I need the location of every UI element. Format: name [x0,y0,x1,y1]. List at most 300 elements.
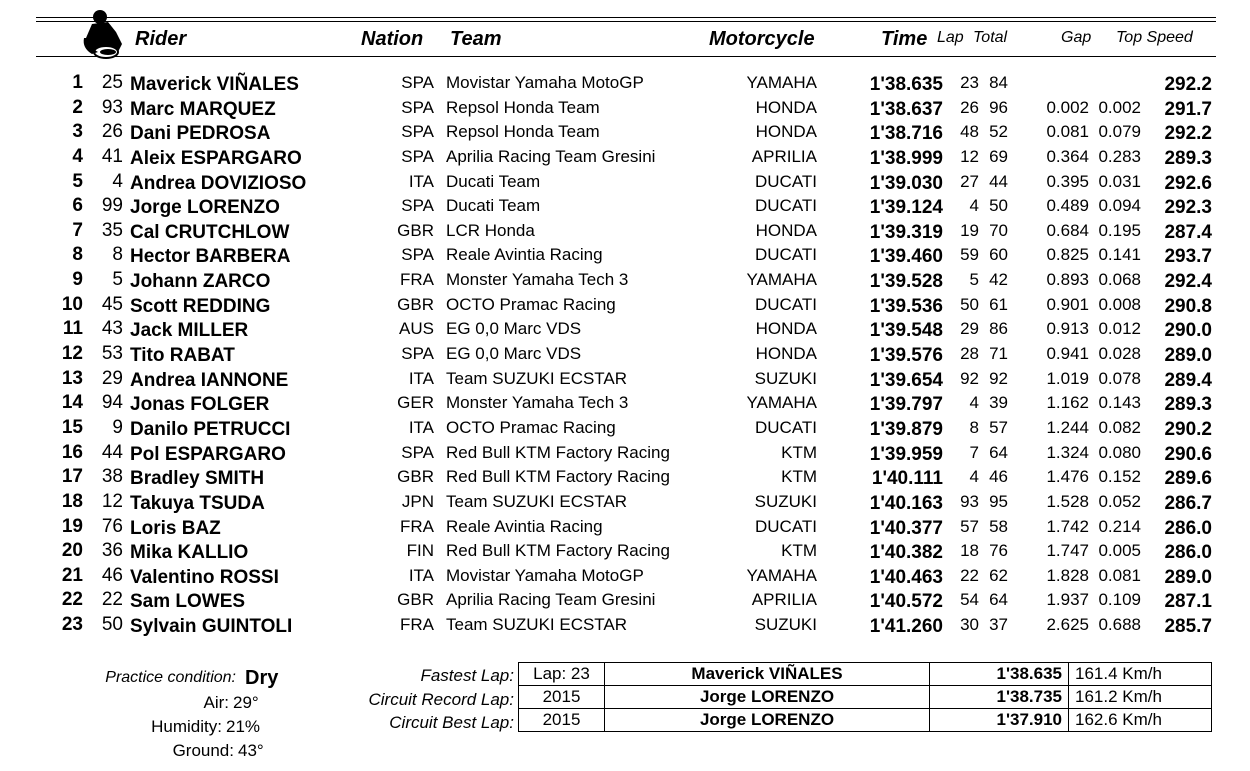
fastest-lap-lap: Lap: 23 [519,663,605,686]
cell-moto: HONDA [755,97,817,117]
results-table [0,71,1250,638]
table-row [0,342,1250,367]
circuit-best-lap-label: Circuit Best Lap: [389,713,514,732]
cell-lap: 50 [960,294,979,314]
cell-rider: Bradley SMITH [130,468,265,490]
cell-lap: 92 [960,368,979,388]
fastest-lap-rider: Maverick VIÑALES [605,663,930,686]
cell-team: OCTO Pramac Racing [446,417,616,437]
cell-speed: 289.0 [1164,345,1212,367]
cell-lap: 30 [960,615,979,635]
circuit-best-lap-speed: 162.6 Km/h [1069,709,1212,732]
header-top-line-2 [36,21,1216,22]
header-top-line [36,17,1216,18]
cell-total: 57 [989,417,1008,437]
humidity-label: Humidity: [151,717,222,736]
cell-moto: HONDA [755,122,817,142]
cell-total: 86 [989,319,1008,339]
cell-num: 53 [101,343,123,365]
cell-pos: 16 [61,441,83,463]
cell-team: LCR Honda [446,220,535,240]
cell-time: 1'38.999 [869,147,943,169]
cell-num: 26 [101,121,123,143]
cell-pos: 4 [72,145,83,167]
table-row [0,416,1250,441]
cell-moto: KTM [781,541,817,561]
cell-moto: APRILIA [751,590,817,610]
cell-num: 44 [101,441,123,463]
cell-speed: 290.6 [1164,443,1212,465]
cell-speed: 292.2 [1164,74,1212,95]
cell-pos: 20 [61,540,83,562]
cell-total: 64 [989,590,1008,610]
cell-gap2: 0.079 [1098,122,1141,142]
cell-total: 62 [989,565,1008,585]
cell-rider: Cal CRUTCHLOW [130,221,290,243]
cell-lap: 18 [960,541,979,561]
cell-gap1: 0.081 [1046,122,1089,142]
cell-time: 1'39.460 [869,246,943,268]
humidity-value: 21% [226,717,261,736]
cell-total: 84 [989,73,1008,92]
cell-pos: 23 [61,614,83,636]
cell-num: 4 [112,170,123,192]
cell-num: 25 [101,72,123,93]
cell-team: Repsol Honda Team [446,97,600,117]
cell-num: 38 [101,466,123,488]
cell-moto: SUZUKI [754,368,817,388]
cell-rider: Sam LOWES [130,591,246,613]
cell-team: Team SUZUKI ECSTAR [446,491,628,511]
cell-lap: 59 [960,245,979,265]
cell-time: 1'39.124 [869,197,943,219]
cell-gap2: 0.143 [1098,393,1141,413]
fastest-lap-label: Fastest Lap: [420,666,514,685]
cell-total: 70 [989,220,1008,240]
cell-gap2: 0.094 [1098,196,1141,216]
table-row [0,588,1250,613]
cell-nation: SPA [401,146,434,166]
cell-team: Repsol Honda Team [446,122,600,142]
cell-nation: SPA [401,196,434,216]
table-row [0,293,1250,318]
cell-nation: FRA [400,270,434,290]
cell-lap: 5 [969,270,979,290]
cell-pos: 17 [61,466,83,488]
cell-rider: Sylvain GUINTOLI [130,616,293,638]
cell-nation: FRA [400,516,434,536]
fastest-lap-time: 1'38.635 [930,663,1069,686]
cell-time: 1'38.637 [869,98,943,120]
cell-lap: 4 [969,393,979,413]
cell-team: Red Bull KTM Factory Racing [446,541,670,561]
cell-total: 44 [989,171,1008,191]
cell-nation: ITA [408,565,434,585]
cell-nation: ITA [408,171,434,191]
cell-nation: GBR [397,467,434,487]
circuit-best-lap-year: 2015 [519,709,605,732]
motorcycle-rider-logo-icon [78,8,128,60]
cell-time: 1'38.716 [869,123,943,145]
cell-num: 8 [112,244,123,266]
cell-pos: 13 [61,367,83,389]
cell-moto: YAMAHA [746,393,817,413]
cell-time: 1'40.111 [871,468,943,490]
table-row [0,317,1250,342]
cell-moto: SUZUKI [754,491,817,511]
cell-num: 12 [101,490,123,512]
cell-lap: 28 [960,344,979,364]
circuit-record-lap-rider: Jorge LORENZO [605,686,930,709]
cell-rider: Marc MARQUEZ [130,98,276,120]
cell-speed: 289.4 [1164,369,1212,391]
cell-speed: 290.8 [1164,295,1212,317]
cell-moto: HONDA [755,220,817,240]
cell-num: 76 [101,515,123,537]
ground-value: 43° [238,741,264,760]
table-row [0,441,1250,466]
cell-lap: 12 [960,146,979,166]
cell-moto: YAMAHA [746,73,817,92]
cell-num: 94 [101,392,123,414]
cell-speed: 290.0 [1164,320,1212,342]
cell-time: 1'39.654 [869,369,943,391]
cell-nation: ITA [408,368,434,388]
cell-time: 1'39.548 [869,320,943,342]
cell-total: 71 [989,344,1008,364]
cell-lap: 29 [960,319,979,339]
cell-rider: Hector BARBERA [130,246,291,268]
cell-team: Monster Yamaha Tech 3 [446,393,629,413]
cell-num: 45 [101,293,123,315]
header-motorcycle: Motorcycle [709,28,815,50]
cell-team: EG 0,0 Marc VDS [446,319,582,339]
cell-rider: Danilo PETRUCCI [130,418,291,440]
cell-team: Movistar Yamaha MotoGP [446,565,644,585]
cell-gap1: 1.244 [1046,417,1089,437]
cell-gap1: 1.162 [1046,393,1089,413]
cell-total: 69 [989,146,1008,166]
cell-team: Aprilia Racing Team Gresini [446,590,656,610]
cell-total: 95 [989,491,1008,511]
cell-gap1: 0.893 [1046,270,1089,290]
cell-time: 1'40.382 [869,542,943,564]
cell-num: 43 [101,318,123,340]
cell-moto: HONDA [755,319,817,339]
cell-rider: Loris BAZ [130,517,221,539]
cell-total: 61 [989,294,1008,314]
cell-gap2: 0.012 [1098,319,1141,339]
cell-time: 1'39.030 [869,172,943,194]
cell-nation: SPA [401,73,434,92]
cell-pos: 22 [61,589,83,611]
cell-nation: GBR [397,220,434,240]
table-row [0,96,1250,121]
cell-speed: 292.2 [1164,123,1212,145]
cell-nation: SPA [401,245,434,265]
cell-speed: 290.2 [1164,418,1212,440]
cell-speed: 286.0 [1164,542,1212,564]
header-gap: Gap [1061,29,1092,46]
cell-nation: GER [397,393,434,413]
cell-rider: Johann ZARCO [130,271,271,293]
cell-gap2: 0.152 [1098,467,1141,487]
table-row [0,170,1250,195]
cell-speed: 292.4 [1164,271,1212,293]
cell-speed: 292.6 [1164,172,1212,194]
cell-nation: JPN [401,491,434,511]
cell-rider: Andrea IANNONE [130,369,289,391]
cell-gap1: 2.625 [1046,615,1089,635]
cell-gap2: 0.195 [1098,220,1141,240]
cell-gap2: 0.214 [1098,516,1141,536]
cell-moto: APRILIA [751,146,817,166]
cell-nation: GBR [397,294,434,314]
cell-moto: DUCATI [754,294,817,314]
cell-speed: 289.0 [1164,566,1212,588]
table-row [0,367,1250,392]
cell-moto: YAMAHA [746,270,817,290]
cell-gap1: 0.913 [1046,319,1089,339]
cell-total: 39 [989,393,1008,413]
cell-total: 76 [989,541,1008,561]
lap-records-table [518,662,1212,732]
cell-time: 1'40.572 [869,591,943,613]
table-row [0,564,1250,589]
air-label: Air: [203,693,229,712]
table-row [0,243,1250,268]
table-row [0,219,1250,244]
cell-time: 1'40.163 [869,492,943,514]
table-row [0,613,1250,638]
cell-num: 29 [101,367,123,389]
cell-pos: 10 [61,293,83,315]
circuit-best-lap-time: 1'37.910 [930,709,1069,732]
cell-pos: 1 [72,72,83,93]
cell-pos: 15 [61,416,83,438]
cell-team: Reale Avintia Racing [446,516,603,536]
cell-speed: 286.0 [1164,517,1212,539]
cell-total: 50 [989,196,1008,216]
table-row [0,539,1250,564]
table-row [0,391,1250,416]
cell-lap: 48 [960,122,979,142]
cell-speed: 293.7 [1164,246,1212,268]
cell-pos: 19 [61,515,83,537]
cell-moto: DUCATI [754,171,817,191]
cell-speed: 289.3 [1164,147,1212,169]
cell-moto: DUCATI [754,245,817,265]
cell-gap1: 1.742 [1046,516,1089,536]
cell-speed: 286.7 [1164,492,1212,514]
cell-lap: 26 [960,97,979,117]
cell-nation: FRA [400,615,434,635]
ground-label: Ground: [172,741,234,760]
cell-pos: 2 [72,96,83,118]
circuit-record-lap-row [519,686,1212,709]
cell-gap1: 0.395 [1046,171,1089,191]
cell-num: 35 [101,219,123,241]
cell-moto: HONDA [755,344,817,364]
cell-speed: 285.7 [1164,616,1212,638]
cell-num: 9 [112,416,123,438]
cell-team: Reale Avintia Racing [446,245,603,265]
cell-gap2: 0.081 [1098,565,1141,585]
cell-rider: Jonas FOLGER [130,394,270,416]
header-team: Team [450,28,502,50]
cell-time: 1'40.463 [869,566,943,588]
cell-gap2: 0.068 [1098,270,1141,290]
cell-rider: Tito RABAT [130,345,235,367]
air-value: 29° [233,693,259,712]
cell-speed: 289.3 [1164,394,1212,416]
cell-moto: DUCATI [754,417,817,437]
cell-lap: 19 [960,220,979,240]
cell-gap1: 1.528 [1046,491,1089,511]
cell-num: 5 [112,269,123,291]
cell-pos: 6 [72,195,83,217]
fastest-lap-row [519,663,1212,686]
table-row [0,194,1250,219]
cell-total: 92 [989,368,1008,388]
cell-pos: 8 [72,244,83,266]
cell-speed: 287.4 [1164,221,1212,243]
cell-gap1: 1.019 [1046,368,1089,388]
cell-lap: 93 [960,491,979,511]
cell-total: 46 [989,467,1008,487]
cell-total: 52 [989,122,1008,142]
cell-time: 1'39.319 [869,221,943,243]
cell-total: 58 [989,516,1008,536]
cell-gap1: 0.684 [1046,220,1089,240]
cell-num: 22 [101,589,123,611]
cell-team: Ducati Team [446,196,541,216]
cell-speed: 292.3 [1164,197,1212,219]
circuit-best-lap-row [519,709,1212,732]
header-nation: Nation [361,28,424,50]
practice-condition-value: Dry [245,667,279,689]
cell-time: 1'39.576 [869,345,943,367]
cell-gap2: 0.141 [1098,245,1141,265]
cell-team: OCTO Pramac Racing [446,294,616,314]
cell-team: Ducati Team [446,171,541,191]
cell-nation: AUS [399,319,434,339]
cell-nation: SPA [401,442,434,462]
cell-rider: Pol ESPARGARO [130,443,286,465]
cell-moto: DUCATI [754,516,817,536]
cell-rider: Jack MILLER [130,320,249,342]
cell-time: 1'39.528 [869,271,943,293]
cell-speed: 291.7 [1164,98,1212,120]
cell-gap2: 0.688 [1098,615,1141,635]
cell-time: 1'39.536 [869,295,943,317]
cell-num: 41 [101,145,123,167]
cell-rider: Scott REDDING [130,295,271,317]
cell-lap: 54 [960,590,979,610]
cell-team: EG 0,0 Marc VDS [446,344,582,364]
cell-gap2: 0.008 [1098,294,1141,314]
cell-lap: 7 [969,442,979,462]
cell-nation: ITA [408,417,434,437]
cell-nation: SPA [401,344,434,364]
cell-total: 42 [989,270,1008,290]
cell-lap: 8 [969,417,979,437]
cell-time: 1'39.879 [869,418,943,440]
cell-moto: KTM [781,442,817,462]
cell-gap2: 0.002 [1098,97,1141,117]
cell-lap: 4 [969,467,979,487]
practice-condition-label: Practice condition: [105,669,236,686]
cell-lap: 27 [960,171,979,191]
cell-gap1: 1.828 [1046,565,1089,585]
cell-time: 1'38.635 [869,74,943,95]
circuit-record-lap-year: 2015 [519,686,605,709]
cell-gap2: 0.031 [1098,171,1141,191]
cell-pos: 14 [61,392,83,414]
cell-nation: FIN [406,541,434,561]
cell-nation: SPA [401,97,434,117]
cell-pos: 3 [72,121,83,143]
header-time: Time [881,28,928,50]
cell-gap1: 0.941 [1046,344,1089,364]
header-total: Total [973,29,1008,46]
cell-time: 1'40.377 [869,517,943,539]
cell-rider: Jorge LORENZO [130,197,280,219]
table-row [0,268,1250,293]
cell-rider: Maverick VIÑALES [130,74,299,95]
cell-time: 1'39.959 [869,443,943,465]
cell-team: Aprilia Racing Team Gresini [446,146,656,166]
cell-rider: Aleix ESPARGARO [130,147,302,169]
cell-nation: GBR [397,590,434,610]
cell-total: 64 [989,442,1008,462]
cell-speed: 289.6 [1164,468,1212,490]
cell-team: Monster Yamaha Tech 3 [446,270,629,290]
cell-lap: 23 [960,73,979,92]
cell-num: 99 [101,195,123,217]
cell-gap2: 0.005 [1098,541,1141,561]
cell-gap2: 0.052 [1098,491,1141,511]
cell-gap1: 1.476 [1046,467,1089,487]
table-row [0,490,1250,515]
cell-moto: YAMAHA [746,565,817,585]
table-row [0,515,1250,540]
cell-num: 46 [101,564,123,586]
cell-time: 1'39.797 [869,394,943,416]
cell-gap1: 0.901 [1046,294,1089,314]
cell-gap2: 0.078 [1098,368,1141,388]
cell-total: 37 [989,615,1008,635]
cell-pos: 5 [72,170,83,192]
header-bottom-line [36,56,1216,57]
table-row [0,465,1250,490]
table-row [0,145,1250,170]
cell-rider: Dani PEDROSA [130,123,271,145]
cell-gap2: 0.109 [1098,590,1141,610]
circuit-best-lap-rider: Jorge LORENZO [605,709,930,732]
cell-team: Movistar Yamaha MotoGP [446,73,644,92]
cell-lap: 57 [960,516,979,536]
cell-team: Team SUZUKI ECSTAR [446,368,628,388]
cell-num: 93 [101,96,123,118]
cell-gap1: 1.937 [1046,590,1089,610]
cell-pos: 21 [61,564,83,586]
cell-moto: KTM [781,467,817,487]
cell-rider: Andrea DOVIZIOSO [130,172,307,194]
cell-pos: 12 [61,343,83,365]
cell-nation: SPA [401,122,434,142]
cell-num: 36 [101,540,123,562]
